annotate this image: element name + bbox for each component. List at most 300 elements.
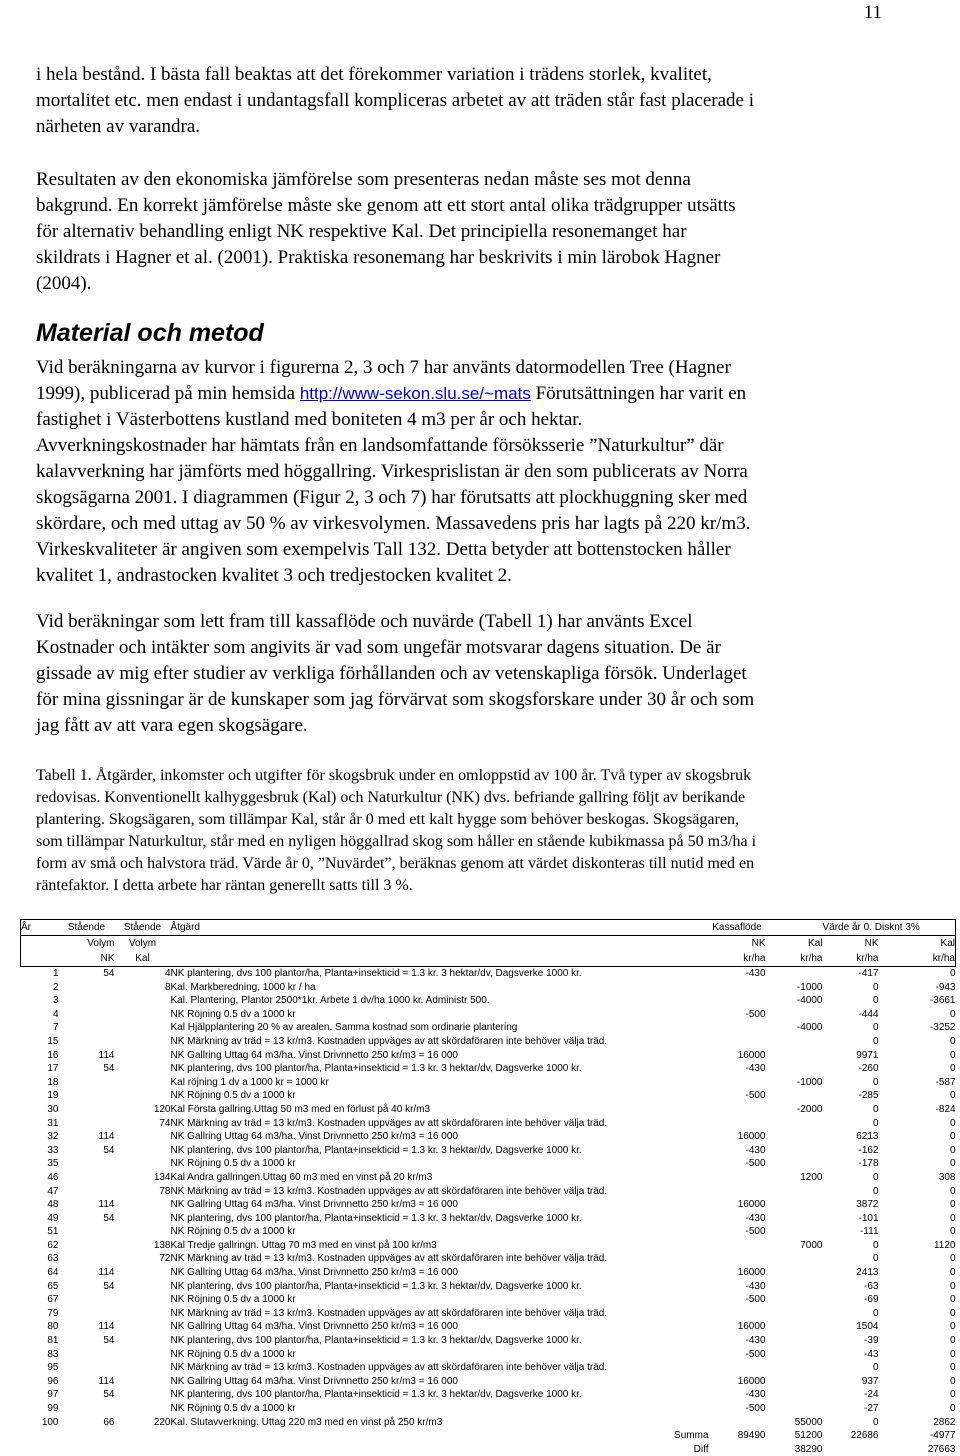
- table-cell: 2: [21, 981, 59, 995]
- table-cell: [709, 1185, 766, 1199]
- table-row: [21, 1252, 956, 1266]
- header-cell: [171, 951, 709, 967]
- table-cell: [59, 994, 115, 1008]
- table-cell: -417: [823, 967, 879, 981]
- text-line: Resultaten av den ekonomiska jämförelse som presenteras nedan måste ses mot denna: [36, 167, 936, 193]
- table-cell: [59, 1021, 115, 1035]
- table-row: [21, 1089, 956, 1103]
- table-cell: [766, 1212, 823, 1226]
- table-row: [21, 1103, 956, 1117]
- table-cell: NK Röjning 0.5 dv a 1000 kr: [171, 1348, 709, 1362]
- table-cell: 0: [879, 1307, 956, 1321]
- table-cell: -260: [823, 1062, 879, 1076]
- table-header: [21, 920, 956, 967]
- table-cell: 16000: [709, 1198, 766, 1212]
- table-cell: 0: [823, 994, 879, 1008]
- table-cell: [59, 1117, 115, 1131]
- caption-line: som tillämpar Naturkultur, står med en nyligen höggallrad skog som håller en stående kubikmassa på 50 m3/ha i: [36, 831, 936, 853]
- table-cell: -500: [709, 1157, 766, 1171]
- table-cell: 0: [823, 1117, 879, 1131]
- table-cell: [709, 981, 766, 995]
- table-cell: 51: [21, 1225, 59, 1239]
- text-line: jag fått av att vara egen skogsägare.: [36, 713, 936, 739]
- table-cell: NK Märkning av träd = 13 kr/m3. Kostnaden uppväges av att skördaföraren inte behöver välja träd.: [171, 1252, 709, 1266]
- table-cell: -430: [709, 1280, 766, 1294]
- header-cell: NK: [59, 951, 115, 967]
- table-cell: 114: [59, 1320, 115, 1334]
- table-cell: [59, 1293, 115, 1307]
- text-line: mortalitet etc. men endast i undantagsfall kompliceras arbetet av att träden står fast placerade i: [36, 88, 936, 114]
- table-cell: Kal. Plantering, Plantor 2500*1kr. Arbete 1 dv/ha 1000 kr. Administr 500.: [171, 994, 709, 1008]
- table-cell: -4977: [879, 1429, 956, 1443]
- table-cell: 0: [879, 1334, 956, 1348]
- table-cell: -101: [823, 1212, 879, 1226]
- table-cell: [59, 1089, 115, 1103]
- table-row: [21, 1334, 956, 1348]
- text-line: kvalitet 1, andrastocken kvalitet 3 och tredjestocken kvalitet 2.: [36, 563, 936, 589]
- table-cell: -430: [709, 1212, 766, 1226]
- table-cell: 16: [21, 1049, 59, 1063]
- table-row: [21, 1388, 956, 1402]
- table-cell: 0: [879, 1375, 956, 1389]
- table-cell: -111: [823, 1225, 879, 1239]
- table-cell: NK plantering, dvs 100 plantor/ha, Planta+insekticid = 1.3 kr. 3 hektar/dv, Dagsverke 1000 kr.: [171, 1334, 709, 1348]
- table-cell: [709, 1103, 766, 1117]
- table-cell: [766, 1334, 823, 1348]
- header-cell: kr/ha: [879, 951, 956, 967]
- table-cell: [766, 1035, 823, 1049]
- table-cell: 4: [115, 967, 171, 981]
- header-cell: Stående: [59, 920, 115, 936]
- table-cell: 220: [115, 1416, 171, 1430]
- text-line: Virkeskvaliteter är angiven som exempelvis Tall 132. Detta betyder att bottenstocken håller: [36, 537, 936, 563]
- table-cell: -824: [879, 1103, 956, 1117]
- header-cell: Värde år 0. Disknt 3%: [823, 920, 879, 936]
- table-cell: [766, 1157, 823, 1171]
- table-cell: 0: [879, 1280, 956, 1294]
- table-cell: 9971: [823, 1049, 879, 1063]
- table-cell: 47: [21, 1185, 59, 1199]
- table-cell: [115, 1076, 171, 1090]
- table-cell: [115, 1443, 171, 1456]
- header-cell: kr/ha: [766, 951, 823, 967]
- table-cell: 17: [21, 1062, 59, 1076]
- summary-row: [21, 1443, 956, 1456]
- table-cell: [766, 1348, 823, 1362]
- table-cell: -430: [709, 1062, 766, 1076]
- text-line: skördare, och med uttag av 50 % av virkesvolymen. Massavedens pris har lagts på 220 kr/m3.: [36, 511, 936, 537]
- table-cell: Kal Första gallring.Uttag 50 m3 med en förlust på 40 kr/m3: [171, 1103, 709, 1117]
- header-cell: NK: [823, 936, 879, 952]
- table-cell: 54: [59, 967, 115, 981]
- table-cell: 99: [21, 1402, 59, 1416]
- table-cell: [59, 1252, 115, 1266]
- table-cell: NK plantering, dvs 100 plantor/ha, Planta+insekticid = 1.3 kr. 3 hektar/dv, Dagsverke 1000 kr.: [171, 1280, 709, 1294]
- table-cell: 0: [879, 1185, 956, 1199]
- table-cell: 0: [823, 1171, 879, 1185]
- table-cell: [115, 1293, 171, 1307]
- text-line: [36, 381, 936, 407]
- table-cell: NK Märkning av träd = 13 kr/m3. Kostnaden uppväges av att skördaföraren inte behöver välja träd.: [171, 1361, 709, 1375]
- table-cell: [709, 1035, 766, 1049]
- table-cell: 16000: [709, 1320, 766, 1334]
- table-cell: 0: [823, 1185, 879, 1199]
- table-cell: [766, 1185, 823, 1199]
- table-row: [21, 1062, 956, 1076]
- table-cell: 27663: [879, 1443, 956, 1456]
- table-cell: 7000: [766, 1239, 823, 1253]
- table-cell: [115, 1089, 171, 1103]
- table-cell: 0: [879, 1348, 956, 1362]
- table-row: [21, 1117, 956, 1131]
- table-cell: [709, 1252, 766, 1266]
- table-cell: NK plantering, dvs 100 plantor/ha, Planta+insekticid = 1.3 kr. 3 hektar/dv, Dagsverke 1000 kr.: [171, 1388, 709, 1402]
- table-cell: [59, 1361, 115, 1375]
- table-cell: 134: [115, 1171, 171, 1185]
- table-cell: [709, 1239, 766, 1253]
- header-cell: Volym: [115, 936, 171, 952]
- header-cell: Kassaflöde: [709, 920, 766, 936]
- table-cell: -4000: [766, 994, 823, 1008]
- table-cell: [115, 1320, 171, 1334]
- table-cell: [115, 1388, 171, 1402]
- table-cell: -2000: [766, 1103, 823, 1117]
- table-cell: 78: [115, 1185, 171, 1199]
- table-cell: [766, 1402, 823, 1416]
- table-cell: 0: [823, 1307, 879, 1321]
- table-cell: [59, 1348, 115, 1362]
- table-row: [21, 1320, 956, 1334]
- table-cell: [115, 1348, 171, 1362]
- table-cell: [115, 1225, 171, 1239]
- table-1: [20, 919, 956, 1456]
- table-cell: [709, 1117, 766, 1131]
- table-row: [21, 1416, 956, 1430]
- table-cell: 67: [21, 1293, 59, 1307]
- table-cell: [115, 1144, 171, 1158]
- table-cell: -39: [823, 1334, 879, 1348]
- table-cell: [766, 1252, 823, 1266]
- table-cell: [115, 1035, 171, 1049]
- table-cell: 2413: [823, 1266, 879, 1280]
- table-cell: 1200: [766, 1171, 823, 1185]
- table-cell: [115, 1307, 171, 1321]
- table-cell: -943: [879, 981, 956, 995]
- table-cell: 46: [21, 1171, 59, 1185]
- table-cell: 16000: [709, 1130, 766, 1144]
- table-cell: [59, 1307, 115, 1321]
- table-cell: 95: [21, 1361, 59, 1375]
- table-cell: Kal Hjälpplantering 20 % av arealen. Samma kostnad som ordinarie plantering: [171, 1021, 709, 1035]
- table-cell: [766, 1130, 823, 1144]
- table-cell: -430: [709, 1334, 766, 1348]
- table-cell: 7: [21, 1021, 59, 1035]
- table-caption: [36, 765, 936, 897]
- text-line: för mina gissningar är de kunskaper som jag förvärvat som skogsforskare under 30 år och som: [36, 687, 936, 713]
- table-cell: 66: [59, 1416, 115, 1430]
- table-cell: -500: [709, 1348, 766, 1362]
- table-cell: 54: [59, 1280, 115, 1294]
- table-cell: 54: [59, 1388, 115, 1402]
- table-cell: 31: [21, 1117, 59, 1131]
- table-cell: 54: [59, 1062, 115, 1076]
- table-cell: [115, 1212, 171, 1226]
- table-row: [21, 1130, 956, 1144]
- table-cell: -24: [823, 1388, 879, 1402]
- table-row: [21, 1361, 956, 1375]
- caption-line: plantering. Skogsägaren, som tillämpar Kal, står år 0 med ett kalt hygge som behöver beskogas. Skogsägaren,: [36, 809, 936, 831]
- table-cell: 0: [879, 1388, 956, 1402]
- table-cell: 0: [823, 1239, 879, 1253]
- table-cell: 16000: [709, 1375, 766, 1389]
- table-cell: [59, 981, 115, 995]
- table-cell: Kal Tredje gallringn. Uttag 70 m3 med en vinst på 100 kr/m3: [171, 1239, 709, 1253]
- table-cell: [59, 1171, 115, 1185]
- table-cell: [59, 1185, 115, 1199]
- table-cell: [709, 1361, 766, 1375]
- table-cell: [766, 1049, 823, 1063]
- table-cell: -500: [709, 1008, 766, 1022]
- table-row: [21, 1280, 956, 1294]
- table-cell: [766, 1117, 823, 1131]
- table-cell: [115, 1429, 171, 1443]
- table-cell: [766, 1361, 823, 1375]
- table-cell: NK Gallring Uttag 64 m3/ha. Vinst Drivnnetto 250 kr/m3 = 16 000: [171, 1375, 709, 1389]
- table-cell: 0: [879, 1225, 956, 1239]
- table-header-row: [21, 951, 956, 967]
- table-row: [21, 1402, 956, 1416]
- table-cell: 0: [823, 1252, 879, 1266]
- table-cell: -3661: [879, 994, 956, 1008]
- method-paragraph: [36, 355, 936, 589]
- table-cell: NK plantering, dvs 100 plantor/ha, Planta+insekticid = 1.3 kr. 3 hektar/dv, Dagsverke 1000 kr.: [171, 1144, 709, 1158]
- table-cell: -1000: [766, 981, 823, 995]
- table-cell: [115, 1021, 171, 1035]
- text-line: i hela bestånd. I bästa fall beaktas att det förekommer variation i trädens storlek, kvalitet,: [36, 62, 936, 88]
- table-row: [21, 1171, 956, 1185]
- table-cell: 308: [879, 1171, 956, 1185]
- table-cell: 0: [823, 1021, 879, 1035]
- table-cell: -500: [709, 1293, 766, 1307]
- table-cell: 114: [59, 1266, 115, 1280]
- caption-line: redovisas. Konventionellt kalhyggesbruk (Kal) och Naturkultur (NK) dvs. befriande gallring följt av berikande: [36, 787, 936, 809]
- header-cell: [171, 936, 709, 952]
- intro-paragraph: [36, 62, 936, 140]
- table-cell: 16000: [709, 1266, 766, 1280]
- table-cell: -500: [709, 1225, 766, 1239]
- table-cell: [766, 1198, 823, 1212]
- table-cell: NK plantering, dvs 100 plantor/ha, Planta+insekticid = 1.3 kr. 3 hektar/dv, Dagsverke 1000 kr.: [171, 967, 709, 981]
- table-row: [21, 981, 956, 995]
- table-cell: [766, 1144, 823, 1158]
- table-cell: 6213: [823, 1130, 879, 1144]
- table-cell: -587: [879, 1076, 956, 1090]
- table-cell: NK Märkning av träd = 13 kr/m3. Kostnaden uppväges av att skördaföraren inte behöver välja träd.: [171, 1117, 709, 1131]
- table-cell: 0: [879, 1320, 956, 1334]
- table-cell: NK Gallring Uttag 64 m3/ha. Vinst Drivnnetto 250 kr/m3 = 16 000: [171, 1198, 709, 1212]
- text-line: (2004).: [36, 271, 936, 297]
- table-cell: [59, 1429, 115, 1443]
- table-row: [21, 1212, 956, 1226]
- table-cell: NK Röjning 0.5 dv a 1000 kr: [171, 1008, 709, 1022]
- table-cell: -500: [709, 1402, 766, 1416]
- table-cell: NK plantering, dvs 100 plantor/ha, Planta+insekticid = 1.3 kr. 3 hektar/dv, Dagsverke 1000 kr.: [171, 1062, 709, 1076]
- table-cell: 1504: [823, 1320, 879, 1334]
- text-line: Vid beräkningarna av kurvor i figurerna 2, 3 och 7 har använts datormodellen Tree (Hagner: [36, 355, 936, 381]
- table-cell: NK Gallring Uttag 64 m3/ha. Vinst Drivnnetto 250 kr/m3 = 16 000: [171, 1130, 709, 1144]
- table-row: [21, 1185, 956, 1199]
- table-cell: Summa: [171, 1429, 709, 1443]
- text-line: för alternativ behandling enligt NK respektive Kal. Det principiella resonemanget har: [36, 219, 936, 245]
- table-row: [21, 1307, 956, 1321]
- table-cell: [766, 1225, 823, 1239]
- header-cell: Stående: [115, 920, 171, 936]
- table-cell: [115, 1361, 171, 1375]
- table-cell: -4000: [766, 1021, 823, 1035]
- text-line: skogsägarna 2001. I diagrammen (Figur 2, 3 och 7) har förutsatts att plockhuggning sker med: [36, 485, 936, 511]
- table-cell: [709, 1416, 766, 1430]
- table-cell: [59, 1103, 115, 1117]
- table-cell: 0: [879, 1252, 956, 1266]
- table-cell: [115, 1402, 171, 1416]
- table-cell: [115, 1375, 171, 1389]
- table-cell: [766, 1266, 823, 1280]
- table-cell: 0: [823, 1416, 879, 1430]
- table-row: [21, 1021, 956, 1035]
- header-cell: [21, 936, 59, 952]
- section-heading: Material och metod: [36, 319, 264, 348]
- table-body: [21, 967, 956, 1456]
- table-cell: [59, 1443, 115, 1456]
- table-cell: -430: [709, 1388, 766, 1402]
- table-cell: [115, 1062, 171, 1076]
- header-cell: NK: [709, 936, 766, 952]
- table-cell: 0: [879, 967, 956, 981]
- table-cell: 0: [879, 1402, 956, 1416]
- table-cell: 1120: [879, 1239, 956, 1253]
- table-cell: [59, 1225, 115, 1239]
- text-line: Vid beräkningar som lett fram till kassaflöde och nuvärde (Tabell 1) har använts Excel: [36, 609, 936, 635]
- table-cell: 114: [59, 1375, 115, 1389]
- homepage-link[interactable]: http://www-sekon.slu.se/~mats: [300, 384, 531, 403]
- table-cell: 74: [115, 1117, 171, 1131]
- table-cell: [115, 1130, 171, 1144]
- table-row: [21, 1035, 956, 1049]
- table-cell: NK Gallring Uttag 64 m3/ha. Vinst Drivnnetto 250 kr/m3 = 16 000: [171, 1266, 709, 1280]
- table-cell: [709, 1171, 766, 1185]
- text-line: fastighet i Västerbottens kustland med boniteten 4 m3 per år och hektar.: [36, 407, 936, 433]
- table-cell: 81: [21, 1334, 59, 1348]
- table-header-row: [21, 936, 956, 952]
- table-cell: 0: [879, 1008, 956, 1022]
- table-header-row: [21, 920, 956, 936]
- table-cell: 54: [59, 1212, 115, 1226]
- table-cell: 19: [21, 1089, 59, 1103]
- header-cell: kr/ha: [709, 951, 766, 967]
- table-cell: -162: [823, 1144, 879, 1158]
- table-cell: 114: [59, 1049, 115, 1063]
- text-line: kalavverkning har jämförts med höggallring. Virkesprislistan är den som publicerats av Norra: [36, 459, 936, 485]
- table-cell: [766, 1089, 823, 1103]
- table-cell: 114: [59, 1198, 115, 1212]
- table-cell: 18: [21, 1076, 59, 1090]
- header-cell: [21, 951, 59, 967]
- text-line: gissade av mig efter studier av verkliga förhållanden och av vetenskapliga försök. Underlaget: [36, 661, 936, 687]
- table-cell: 0: [823, 981, 879, 995]
- table-cell: NK Röjning 0.5 dv a 1000 kr: [171, 1402, 709, 1416]
- table-cell: 30: [21, 1103, 59, 1117]
- table-cell: 0: [879, 1049, 956, 1063]
- table-row: [21, 1225, 956, 1239]
- table-cell: 55000: [766, 1416, 823, 1430]
- table-cell: Kal röjning 1 dv a 1000 kr = 1000 kr: [171, 1076, 709, 1090]
- table-cell: [59, 1035, 115, 1049]
- table-cell: 3: [21, 994, 59, 1008]
- table-cell: 89490: [709, 1429, 766, 1443]
- table-cell: 15: [21, 1035, 59, 1049]
- table-cell: -285: [823, 1089, 879, 1103]
- table-cell: [709, 1076, 766, 1090]
- table-cell: -43: [823, 1348, 879, 1362]
- table-cell: -27: [823, 1402, 879, 1416]
- table-cell: [59, 1239, 115, 1253]
- table-cell: 96: [21, 1375, 59, 1389]
- table-cell: 48: [21, 1198, 59, 1212]
- table-cell: 100: [21, 1416, 59, 1430]
- caption-line: räntefaktor. I detta arbete har räntan generellt satts till 3 %.: [36, 875, 936, 897]
- table-cell: Diff: [171, 1443, 709, 1456]
- table-cell: -3252: [879, 1021, 956, 1035]
- table-cell: 54: [59, 1144, 115, 1158]
- table-cell: [766, 1388, 823, 1402]
- table-cell: 1: [21, 967, 59, 981]
- table-cell: 65: [21, 1280, 59, 1294]
- table-cell: 63: [21, 1252, 59, 1266]
- table-cell: 22686: [823, 1429, 879, 1443]
- table-cell: [21, 1429, 59, 1443]
- table-cell: 38290: [766, 1443, 823, 1456]
- table-cell: [115, 1157, 171, 1171]
- table-cell: [709, 1021, 766, 1035]
- header-cell: kr/ha: [823, 951, 879, 967]
- table-row: [21, 1198, 956, 1212]
- table-cell: -178: [823, 1157, 879, 1171]
- table-cell: 0: [879, 1157, 956, 1171]
- table-cell: 0: [879, 1089, 956, 1103]
- table-cell: [115, 1008, 171, 1022]
- table-cell: 0: [879, 1035, 956, 1049]
- text-line: skildrats i Hagner et al. (2001). Praktiska resonemang har beskrivits i min lärobok Hagner: [36, 245, 936, 271]
- table-cell: 2862: [879, 1416, 956, 1430]
- table-cell: NK plantering, dvs 100 plantor/ha, Planta+insekticid = 1.3 kr. 3 hektar/dv, Dagsverke 1000 kr.: [171, 1212, 709, 1226]
- table-cell: NK Märkning av träd = 13 kr/m3. Kostnaden uppväges av att skördaföraren inte behöver välja träd.: [171, 1307, 709, 1321]
- table-cell: 64: [21, 1266, 59, 1280]
- table-cell: [59, 1076, 115, 1090]
- table-row: [21, 1348, 956, 1362]
- table-cell: 138: [115, 1239, 171, 1253]
- table-cell: 0: [823, 1076, 879, 1090]
- table-cell: Kal Andra gallringen.Uttag 60 m3 med en vinst på 20 kr/m3: [171, 1171, 709, 1185]
- table-cell: 0: [879, 1293, 956, 1307]
- table-cell: NK Röjning 0.5 dv a 1000 kr: [171, 1157, 709, 1171]
- header-cell: Kal: [879, 936, 956, 952]
- table-row: [21, 1049, 956, 1063]
- table-row: [21, 1239, 956, 1253]
- table-cell: [115, 1334, 171, 1348]
- table-row: [21, 1144, 956, 1158]
- results-paragraph: [36, 167, 936, 297]
- table-cell: 32: [21, 1130, 59, 1144]
